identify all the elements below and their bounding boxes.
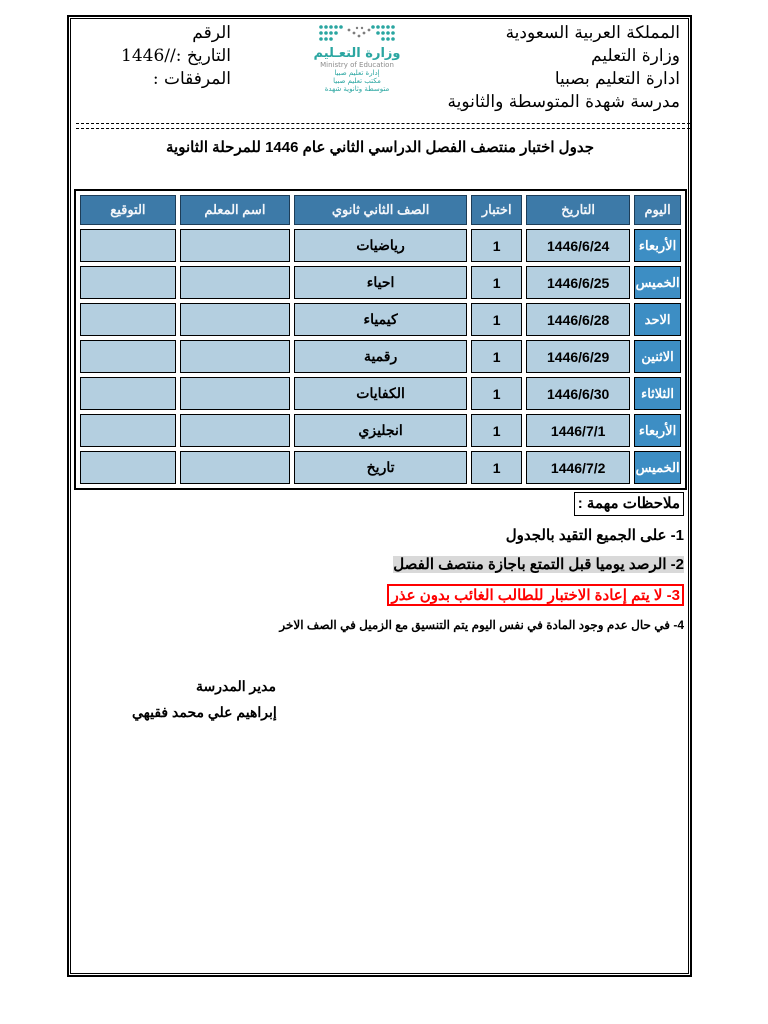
signature-cell [80,377,176,410]
signature-cell [80,451,176,484]
table-row [80,451,681,484]
exam-schedule-table [74,189,687,490]
day-cell: الخميس [634,451,681,484]
teacher-cell [180,229,290,262]
note-item-warning: 3- لا يتم إعادة الاختبار للطالب الغائب بدون عذر [387,584,684,606]
teacher-cell [180,414,290,447]
note-item: 4- في حال عدم وجود المادة في نفس اليوم يتم التنسيق مع الزميل في الصف الاخر [279,618,684,632]
signature-cell [80,414,176,447]
signature-cell [80,340,176,373]
subject-cell: رقمية [294,340,467,373]
exam-cell: 1 [471,340,522,373]
date-label: التاريخ :/‏/1446 [121,46,231,66]
day-cell: الأربعاء [634,414,681,447]
note-item: 1- على الجميع التقيد بالجدول [505,527,684,544]
country-line: المملكة العربية السعودية [505,23,680,43]
ministry-line: وزارة التعليم [591,46,680,66]
column-header-day: اليوم [634,195,681,225]
column-header-exam: اختبار [471,195,522,225]
signature-cell [80,303,176,336]
table-row [80,303,681,336]
table-header-row [80,195,681,225]
date-cell: 1446/7/1 [526,414,630,447]
date-cell: 1446/6/28 [526,303,630,336]
table-row [80,340,681,373]
teacher-cell [180,340,290,373]
exam-cell: 1 [471,303,522,336]
table-row [80,266,681,299]
day-cell: الثلاثاء [634,377,681,410]
day-cell: الاحد [634,303,681,336]
subject-cell: كيمياء [294,303,467,336]
notes-heading: ملاحظات مهمة : [574,492,684,516]
department-line: ادارة التعليم بصبيا [554,69,680,89]
day-cell: الأربعاء [634,229,681,262]
header-right [448,22,680,114]
attachments-label: المرفقات : [152,69,231,89]
exam-cell: 1 [471,451,522,484]
subject-cell: الكفايات [294,377,467,410]
day-cell: الاثنين [634,340,681,373]
signature-name: إبراهيم علي محمد فقيهي [132,704,277,720]
column-header-subject: الصف الثاني ثانوي [294,195,467,225]
signature-cell [80,266,176,299]
teacher-cell [180,451,290,484]
document-title: جدول اختبار منتصف الفصل الدراسي الثاني عام 1446 للمرحلة الثانوية [166,139,594,156]
ref-number-label: الرقم [192,23,231,43]
exam-cell: 1 [471,229,522,262]
signature-cell [80,229,176,262]
column-header-signature: التوقيع [80,195,176,225]
subject-cell: احياء [294,266,467,299]
exam-cell: 1 [471,414,522,447]
signature-title: مدير المدرسة [196,678,276,694]
header-separator [76,123,690,129]
column-header-teacher: اسم المعلم [180,195,290,225]
logo-arabic-text: وزارة التعـليم [313,46,401,61]
date-cell: 1446/7/2 [526,451,630,484]
subject-cell: رياضيات [294,229,467,262]
exam-cell: 1 [471,377,522,410]
logo-dots-icon [315,22,399,44]
date-cell: 1446/6/30 [526,377,630,410]
column-header-date: التاريخ [526,195,630,225]
ministry-logo [282,22,432,102]
teacher-cell [180,266,290,299]
date-cell: 1446/6/24 [526,229,630,262]
day-cell: الخميس [634,266,681,299]
logo-sub-line: متوسطة وثانوية شهدة [324,85,390,93]
subject-cell: تاريخ [294,451,467,484]
table-row [80,414,681,447]
logo-english-text: Ministry of Education [320,61,394,69]
exam-cell: 1 [471,266,522,299]
header-left [116,22,231,91]
note-item-text: 2- الرصد يوميا قبل التمتع باجازة منتصف الفصل [393,556,684,573]
subject-cell: انجليزي [294,414,467,447]
school-line: مدرسة شهدة المتوسطة والثانوية [447,92,680,112]
teacher-cell [180,303,290,336]
table-row [80,229,681,262]
date-cell: 1446/6/29 [526,340,630,373]
table-row [80,377,681,410]
note-item [393,555,684,573]
teacher-cell [180,377,290,410]
logo-sub-line: إدارة تعليم صبيا [334,69,380,77]
logo-sub-line: مكتب تعليم صبيا [333,77,381,85]
date-cell: 1446/6/25 [526,266,630,299]
